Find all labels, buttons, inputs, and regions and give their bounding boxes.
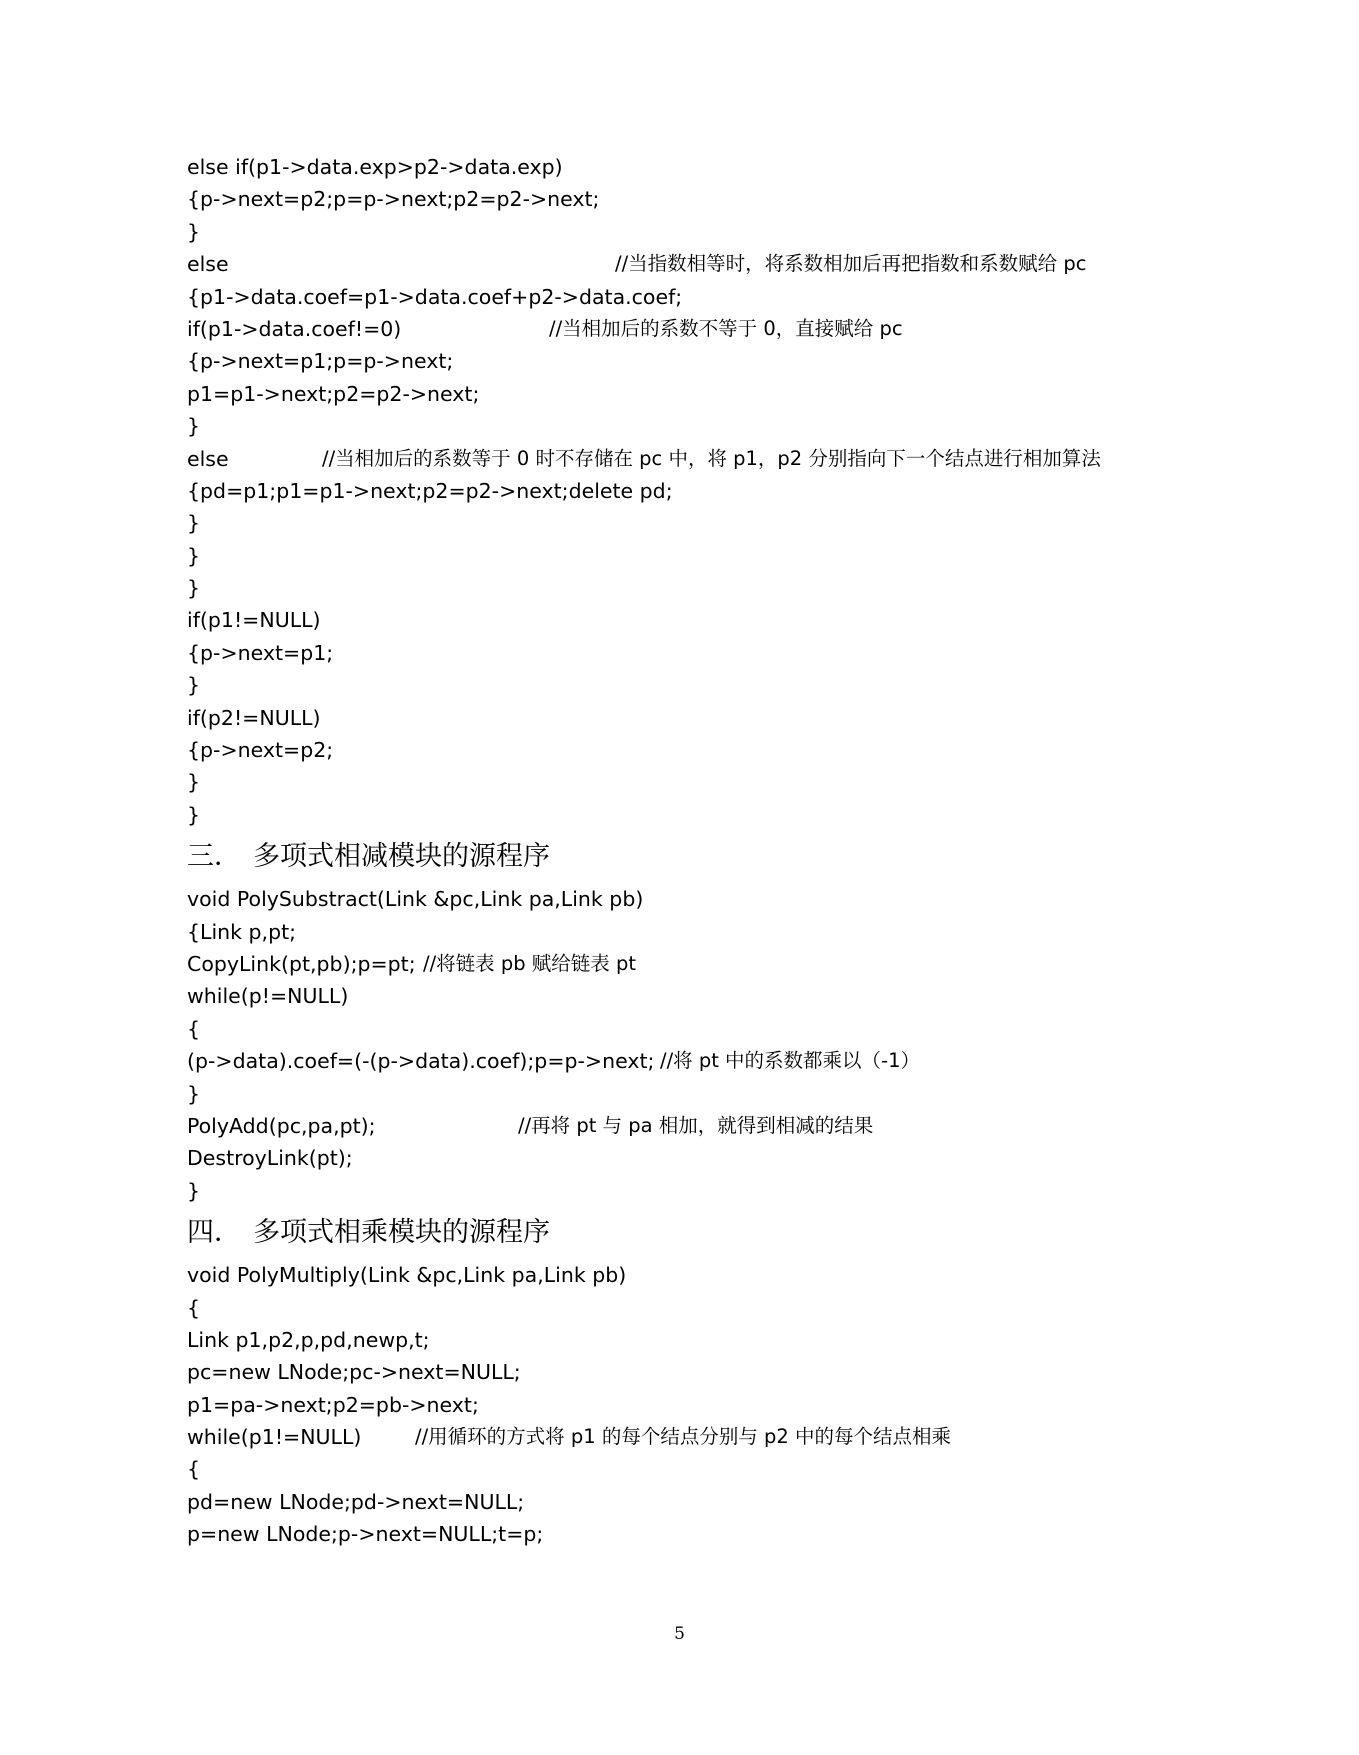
code-line	[187, 702, 1197, 734]
code-comment: //当指数相等时，将系数相加后再把指数和系数赋给 pc	[615, 252, 1087, 276]
code-text: while(p1!=NULL)	[187, 1425, 362, 1450]
code-text: }	[187, 802, 201, 827]
code-line	[187, 345, 1197, 377]
code-line	[187, 540, 1197, 572]
code-comment: //再将 pt 与 pa 相加，就得到相减的结果	[518, 1113, 874, 1137]
code-text: {p->next=p2;p=p->next;p2=p2->next;	[187, 187, 600, 212]
code-text: {p->next=p2;	[187, 738, 334, 763]
code-line	[187, 799, 1197, 831]
code-line	[187, 1142, 1197, 1174]
code-comment: //当相加后的系数不等于 0，直接赋给 pc	[549, 316, 903, 340]
code-text: }	[187, 770, 201, 795]
code-text: }	[187, 511, 201, 536]
code-comment: //用循环的方式将 p1 的每个结点分别与 p2 中的每个结点相乘	[415, 1425, 952, 1449]
code-line	[187, 669, 1197, 701]
code-text: {p1->data.coef=p1->data.coef+p2->data.coef;	[187, 284, 683, 309]
code-text: {pd=p1;p1=p1->next;p2=p2->next;delete pd;	[187, 478, 673, 503]
code-line	[187, 1259, 1197, 1291]
code-text: }	[187, 543, 201, 568]
code-line	[187, 637, 1197, 669]
code-text: }	[187, 414, 201, 439]
code-line	[187, 281, 1197, 313]
code-text: (p->data).coef=(-(p->data).coef);p=p->next;	[187, 1049, 655, 1074]
code-text: {	[187, 1016, 201, 1041]
code-line	[187, 948, 1197, 980]
code-comment: //当相加后的系数等于 0 时不存储在 pc 中，将 p1，p2 分别指向下一个结点进行相加算法	[322, 446, 1101, 470]
code-text: {p->next=p1;	[187, 640, 334, 665]
code-line	[187, 151, 1197, 183]
code-line	[187, 183, 1197, 215]
code-line	[187, 604, 1197, 636]
code-text: pc=new LNode;pc->next=NULL;	[187, 1360, 521, 1385]
code-text: {	[187, 1457, 201, 1482]
page-content	[187, 151, 1197, 1551]
code-line	[187, 1356, 1197, 1388]
code-line	[187, 1045, 1197, 1077]
code-block-poly-subtract	[187, 883, 1197, 1207]
code-line	[187, 1486, 1197, 1518]
code-line	[187, 410, 1197, 442]
section-heading-subtract	[187, 831, 1197, 883]
code-text: if(p1!=NULL)	[187, 608, 321, 633]
code-line	[187, 1421, 1197, 1453]
code-text: if(p2!=NULL)	[187, 705, 321, 730]
code-line	[187, 572, 1197, 604]
heading-number: 四．	[187, 1217, 241, 1249]
code-line	[187, 916, 1197, 948]
code-line	[187, 1292, 1197, 1324]
code-text: }	[187, 1178, 201, 1203]
code-block-poly-add-tail	[187, 151, 1197, 831]
page-number: 5	[674, 1624, 685, 1644]
code-text: PolyAdd(pc,pa,pt);	[187, 1113, 376, 1138]
code-text: while(p!=NULL)	[187, 984, 349, 1009]
code-text: void PolyMultiply(Link &pc,Link pa,Link pb)	[187, 1263, 627, 1288]
code-line	[187, 980, 1197, 1012]
code-text: else if(p1->data.exp>p2->data.exp)	[187, 155, 563, 179]
section-heading-multiply	[187, 1207, 1197, 1259]
code-comment: //将 pt 中的系数都乘以（-1）	[660, 1049, 921, 1073]
code-text: p1=pa->next;p2=pb->next;	[187, 1392, 479, 1417]
code-line	[187, 1453, 1197, 1485]
heading-text: 多项式相乘模块的源程序	[253, 1217, 550, 1249]
code-text: CopyLink(pt,pb);p=pt;	[187, 951, 416, 976]
code-text: p1=p1->next;p2=p2->next;	[187, 381, 480, 406]
code-text: else	[187, 446, 229, 471]
code-line	[187, 1175, 1197, 1207]
code-comment: //将链表 pb 赋给链表 pt	[423, 951, 637, 975]
code-line	[187, 1078, 1197, 1110]
code-text: }	[187, 673, 201, 698]
code-line	[187, 475, 1197, 507]
code-text: }	[187, 576, 201, 601]
code-line	[187, 443, 1197, 475]
code-line	[187, 1013, 1197, 1045]
code-line	[187, 507, 1197, 539]
code-line	[187, 1389, 1197, 1421]
code-line	[187, 216, 1197, 248]
code-line	[187, 1324, 1197, 1356]
code-line	[187, 766, 1197, 798]
code-line	[187, 883, 1197, 915]
heading-number: 三．	[187, 841, 241, 873]
code-text: {Link p,pt;	[187, 919, 297, 944]
code-line	[187, 1110, 1197, 1142]
code-text: void PolySubstract(Link &pc,Link pa,Link pb)	[187, 887, 644, 912]
code-line	[187, 734, 1197, 766]
code-text: else	[187, 252, 229, 277]
code-line	[187, 313, 1197, 345]
code-text: }	[187, 1081, 201, 1106]
code-line	[187, 1518, 1197, 1550]
code-line	[187, 378, 1197, 410]
code-block-poly-multiply	[187, 1259, 1197, 1551]
code-text: Link p1,p2,p,pd,newp,t;	[187, 1327, 430, 1352]
code-text: pd=new LNode;pd->next=NULL;	[187, 1489, 525, 1514]
code-text: {	[187, 1295, 201, 1320]
code-text: }	[187, 219, 201, 244]
code-text: DestroyLink(pt);	[187, 1146, 353, 1171]
code-text: {p->next=p1;p=p->next;	[187, 349, 454, 374]
heading-text: 多项式相减模块的源程序	[253, 841, 550, 873]
code-text: if(p1->data.coef!=0)	[187, 316, 402, 341]
code-text: p=new LNode;p->next=NULL;t=p;	[187, 1522, 544, 1547]
code-line	[187, 248, 1197, 280]
